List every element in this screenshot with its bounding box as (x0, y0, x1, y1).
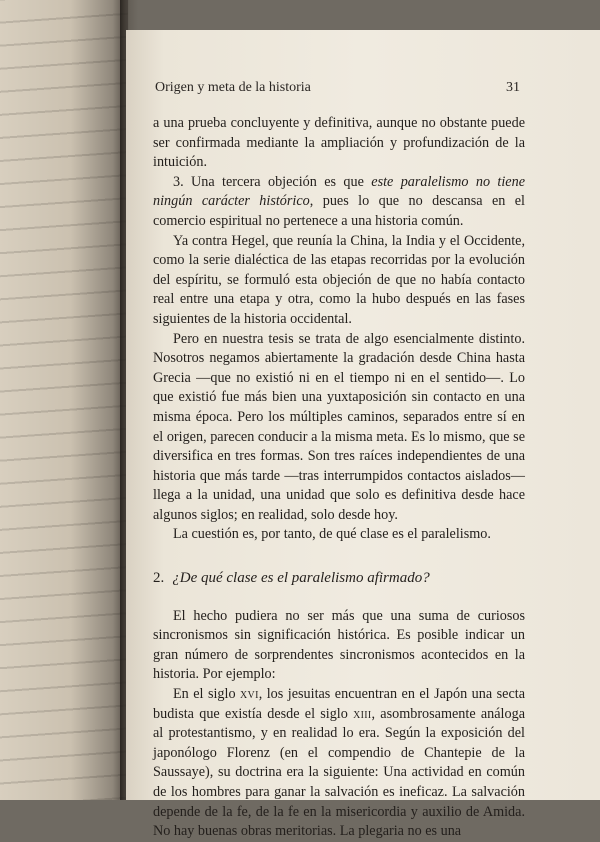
section-number: 2. (153, 570, 165, 587)
paragraph-text: 3. Una tercera objeción es que (173, 173, 372, 190)
paragraph-text: , asombrosamente análoga al protestantismo, y en realidad lo era. Según la exposición del japonólogo Florenz (en el compendio de Chantepie de la Saussaye), su doctrina era la siguiente: Una actividad en común de los hombres para ganar la salvación es ineficaz. La salvación depende de la fe, de la fe en la misericordia y auxilio de Amida. No hay buenas obras meritorias. La plegaria no es una (153, 705, 525, 840)
running-head (155, 80, 520, 100)
paragraph-text: Pero en nuestra tesis se trata de algo esencialmente distinto. Nosotros negamos abiertamente la gradación desde China hasta Grecia —que no existió ni en el tiempo ni en el sentido—. Lo que existió fue más bien una yuxtaposición sin contacto en una misma época. Pero los múltiples caminos, separados entre sí en el origen, parecen conducir a la misma meta. Es lo mismo, que se diversifica en tres formas. Son tres raíces independientes de una historia que más tarde —tras interrumpidos contactos aislados— llega a la unidad, una unidad que solo es definitiva desde hace algunos siglos; en realidad, solo desde hoy. (153, 330, 525, 523)
paragraph-text: a una prueba concluyente y definitiva, aunque no obstante puede ser confirmada mediante la ampliación y profundización de la intuición. (153, 115, 525, 171)
paragraph (153, 173, 525, 232)
paragraph-text: Ya contra Hegel, que reunía la China, la India y el Occidente, como la serie dialéctica de las etapas recorridas por la evolución del espíritu, se formuló esta objeción de que no había contacto real entre una etapa y otra, como la hubo después en las fases siguientes de la historia occidental. (153, 232, 525, 327)
paragraph (153, 330, 525, 526)
paragraph (153, 685, 525, 842)
section-title: ¿De qué clase es el paralelismo afirmado? (172, 570, 430, 587)
paragraph-text: En el siglo (173, 686, 241, 703)
paragraph-text: El hecho pudiera no ser más que una suma de curiosos sincronismos sin significación histórica. Es posible indicar un gran número de sorprendentes sincronismos acontecidos en la historia. Por ejemplo: (153, 607, 525, 683)
paragraph (153, 525, 525, 545)
century-numeral: xiii (353, 705, 372, 722)
left-page-text-blur (0, 0, 128, 800)
page-number: 31 (506, 80, 520, 95)
paragraph-text: , pues lo que no descansa en el comercio espiritual no pertenece a una historia común. (153, 193, 526, 229)
paragraph-text: La cuestión es, por tanto, de qué clase es el paralelismo. (173, 526, 491, 543)
paragraph (153, 232, 525, 330)
body-text (153, 114, 525, 842)
section-heading (153, 569, 525, 589)
paragraph-text: , los jesuitas encuentran en el Japón una secta budista que existía desde el siglo (153, 686, 525, 722)
paragraph (153, 114, 525, 173)
paragraph (153, 607, 525, 685)
left-page (0, 0, 128, 800)
running-head-title: Origen y meta de la historia (155, 80, 311, 95)
century-numeral: xvi (240, 686, 259, 703)
emphasis-text: este paralelismo no tiene ningún carácter histórico (153, 173, 525, 210)
